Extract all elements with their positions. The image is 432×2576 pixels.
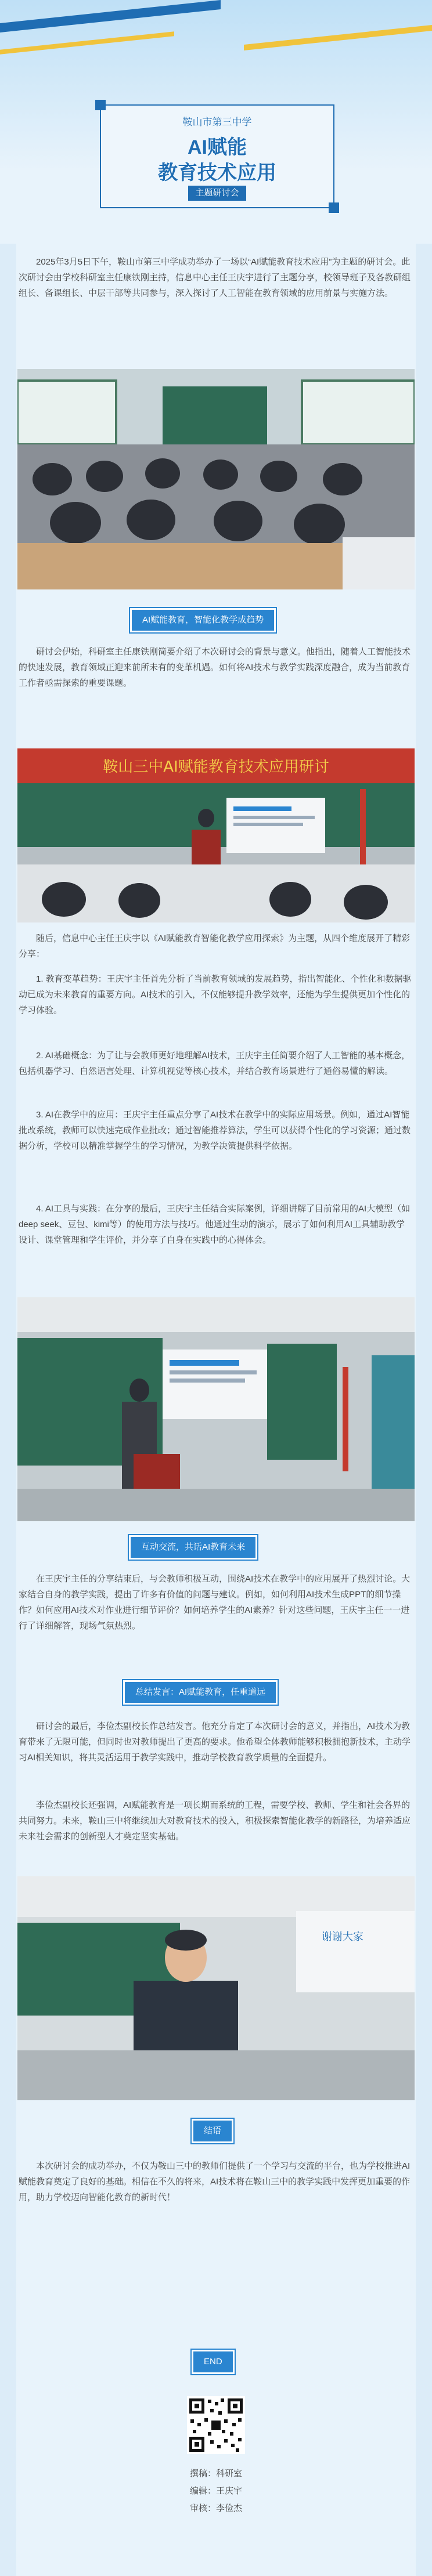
decor-stripe: [0, 0, 221, 32]
section3-paragraph-2: 李俭杰副校长还强调，AI赋能教育是一项长期而系统的工程，需要学校、教师、学生和社会各界的共同努力。未来，鞍山三中将继续加大对教育技术的投入，积极探索智能化教学的新路径，为培养适应未来社会需求的创新型人才奠定坚实基础。: [19, 1800, 411, 1841]
section1-paragraph-4: 2. AI基础概念：为了让与会教师更好地理解AI技术，王庆宇主任简要介绍了人工智能的基本概念，包括机器学习、自然语言处理、计算机视觉等核心技术，并结合教育场景进行了通俗易懂的解读。: [19, 1051, 411, 1076]
section-tag-2: 互动交流，共话AI教育未来: [129, 1535, 257, 1560]
credit-editor: 编辑：王庆宇: [189, 2486, 242, 2496]
meeting-photo-4: [17, 1876, 415, 2100]
section1-paragraph-5: 3. AI在教学中的应用：王庆宇主任重点分享了AI技术在教学中的实际应用场景。例如，通过AI智能批改系统，教师可以快速完成作业批改；通过智能推荐算法，学生可以获得个性化的学习资源；通过数据分析，学校可以精准掌握学生的学习情况，为教学决策提供科学依据。: [19, 1110, 411, 1151]
section-tag-1: AI赋能教育，智能化教学成趋势: [130, 608, 276, 632]
decor-stripe: [244, 25, 432, 50]
section1-paragraph-1: 研讨会伊始，科研室主任康铁刚简要介绍了本次研讨会的背景与意义。他指出，随着人工智能技术的快速发展，教育领域正迎来前所未有的变革机遇。如何将AI技术与教学实践深度融合，成为当前教育工作者亟需探索的重要课题。: [19, 647, 411, 688]
section-tag-3: 总结发言：AI赋能教育，任重道远: [123, 1680, 278, 1705]
page-title-line2: 教育技术应用: [158, 162, 276, 184]
credit-writer: 撰稿：科研室: [189, 2469, 242, 2479]
subtitle-tag: 主题研讨会: [188, 186, 246, 201]
school-name: 鞍山市第三中学: [182, 117, 252, 128]
slide-banner-text: 鞍山三中AI赋能教育技术应用研讨: [103, 758, 329, 776]
section2-paragraph-1: 在王庆宇主任的分享结束后，与会教师积极互动，围绕AI技术在教学中的应用展开了热烈讨论。大家结合自身的教学实践，提出了许多有价值的问题与建议。例如，如何利用AI技术生成PPT的细节操作？如何应用AI技术对作业进行细节评价？如何培养学生的AI素养？针对这些问题，王庆宇主任一一进行了详细解答，现场气氛热烈。: [19, 1574, 411, 1631]
section-tag-4: 结语: [192, 2119, 233, 2143]
end-tag: END: [192, 2350, 235, 2374]
header-banner: [0, 0, 432, 244]
section1-paragraph-2: 随后，信息中心主任王庆宇以《AI赋能教育智能化教学应用探索》为主题，从四个维度展开了精彩分享：: [19, 934, 411, 959]
section4-paragraph-1: 本次研讨会的成功举办，不仅为鞍山三中的教师们提供了一个学习与交流的平台，也为学校推进AI赋能教育奠定了良好的基础。相信在不久的将来，AI技术将在鞍山三中的教学实践中发挥更加重要的作用，助力学校迈向智能化教育的新时代！: [19, 2161, 411, 2202]
page-title-line1: AI赋能: [188, 136, 247, 158]
intro-paragraph: 2025年3月5日下午，鞍山市第三中学成功举办了一场以“AI赋能教育技术应用”为主题的研讨会。此次研讨会由学校科研室主任康铁刚主持，信息中心主任王庆宇进行了主题分享，校领导班子及各教研组组长、备课组长、中层干部等共同参与，深入探讨了人工智能在教育领域的应用前景与实施方法。: [19, 257, 411, 298]
meeting-photo-2: [17, 748, 415, 922]
title-box: [100, 104, 334, 208]
qr-code-icon: [187, 2396, 245, 2454]
meeting-photo-3: [17, 1297, 415, 1521]
decor-stripe: [0, 31, 174, 55]
section3-paragraph-1: 研讨会的最后，李俭杰副校长作总结发言。他充分肯定了本次研讨会的意义，并指出，AI技术为教育带来了无限可能，但同时也对教师提出了更高的要求。他希望全体教师能够积极拥抱新技术，主动学习AI相关知识，将其灵活运用于教学实践中，推动学校教育教学质量的全面提升。: [19, 1721, 411, 1763]
meeting-photo-1: [17, 369, 415, 589]
section1-paragraph-3: 1. 教育变革趋势：王庆宇主任首先分析了当前教育领域的发展趋势，指出智能化、个性化和数据驱动已成为未来教育的重要方向。AI技术的引入，不仅能够提升教学效率，还能为学生提供更加个性化的学习体验。: [19, 974, 412, 1015]
credit-reviewer: 审核：李俭杰: [189, 2503, 242, 2513]
section1-paragraph-6: 4. AI工具与实践：在分享的最后，王庆宇主任结合实际案例，详细讲解了目前常用的AI大模型（如deep seek、豆包、kimi等）的使用方法与技巧。他通过生动的演示，展示了如何利用AI工具辅助教学设计、课堂管理和学生评价，并分享了自身在实践中的心得体会。: [19, 1204, 411, 1245]
slide-thanks-text: 谢谢大家: [322, 1931, 363, 1943]
